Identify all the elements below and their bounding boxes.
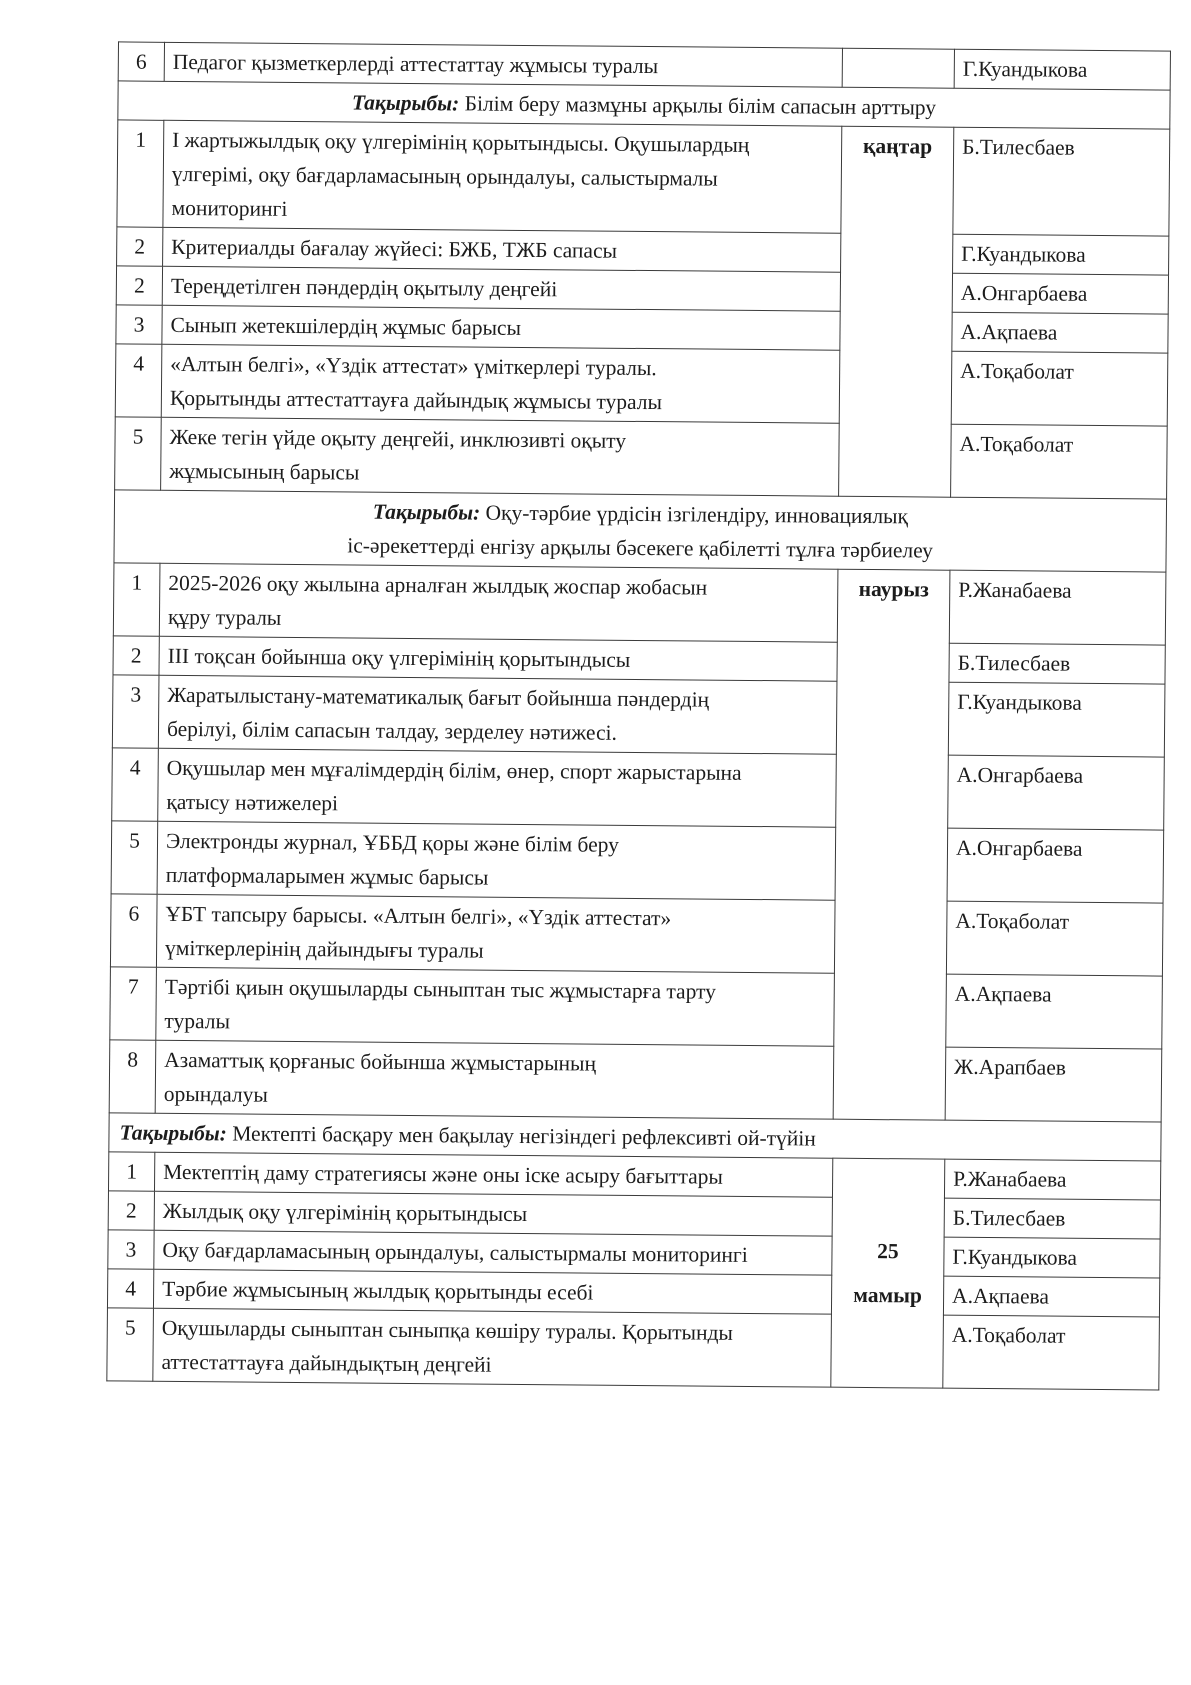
- row-topic: [153, 1269, 831, 1314]
- section-date: қаңтар: [839, 126, 954, 497]
- row-topic-line: аттестаттауға дайындықтың деңгейі: [161, 1349, 492, 1377]
- table-row: [113, 563, 1166, 645]
- row-number: 2: [108, 1191, 154, 1230]
- row-topic: [154, 1152, 832, 1197]
- row-topic-line: Тереңдетілген пәндердің оқытылу деңгейі: [170, 273, 558, 302]
- row-responsible: Г.Куандыкова: [948, 682, 1165, 757]
- table-row: [112, 675, 1165, 757]
- row-responsible: А.Онгарбаева: [947, 828, 1164, 903]
- row-topic-line: «Алтын белгі», «Үздік аттестат» үміткерлері туралы.: [170, 351, 657, 381]
- row-topic: [162, 266, 840, 311]
- row-topic: [155, 1040, 834, 1119]
- row-number: 6: [110, 894, 157, 967]
- row-responsible: А.Тоқаболат: [943, 1315, 1160, 1390]
- row-topic-line: Жеке тегін үйде оқыту деңгейі, инклюзивті оқыту: [169, 424, 627, 453]
- row-number: 2: [116, 266, 162, 305]
- table-row: [115, 417, 1168, 499]
- row-number: 4: [107, 1269, 153, 1308]
- section-title-line: іс-әрекеттерді енгізу арқылы бәсекеге қабілетті тұлға тәрбиелеу: [347, 533, 934, 563]
- row-responsible: А.Тоқаболат: [951, 351, 1168, 426]
- row-topic-line: жұмысының барысы: [169, 458, 360, 485]
- row-topic-line: қатысу нәтижелері: [166, 789, 339, 816]
- row-responsible: А.Онгарбаева: [952, 273, 1168, 314]
- row-number: 1: [117, 120, 164, 227]
- row-responsible: Б.Тилесбаев: [949, 643, 1165, 684]
- row-topic-line: орындалуы: [163, 1081, 268, 1107]
- row-responsible: Р.Жанабаева: [949, 570, 1166, 645]
- row-topic-line: Жылдық оқу үлгерімінің қорытындысы: [162, 1198, 528, 1227]
- row-topic-line: 2025-2026 оқу жылына арналған жылдық жоспар жобасын: [168, 570, 708, 600]
- row-number: 1: [108, 1152, 154, 1191]
- row-responsible: Р.Жанабаева: [944, 1159, 1160, 1200]
- row-topic: [154, 1191, 832, 1236]
- row-topic: [162, 305, 840, 350]
- row-responsible: А.Ақпаева: [946, 974, 1163, 1049]
- section-date-line: мамыр: [853, 1282, 923, 1308]
- row-topic: [161, 344, 840, 423]
- row-topic: [154, 1230, 832, 1275]
- section-date: наурыз: [833, 569, 950, 1120]
- row-topic-line: ІІІ тоқсан бойынша оқу үлгерімінің қорытындысы: [167, 643, 631, 672]
- table-row: [107, 1308, 1160, 1390]
- table-row: [117, 120, 1170, 236]
- row-topic-line: туралы: [164, 1008, 231, 1034]
- row-number: 2: [117, 227, 163, 266]
- section-title: [114, 490, 1167, 572]
- row-responsible: А.Ақпаева: [943, 1276, 1159, 1317]
- row-number: 1: [113, 563, 160, 636]
- row-topic-line: Сынып жетекшілердің жұмыс барысы: [170, 312, 522, 340]
- row-topic-line: үміткерлерінің дайындығы туралы: [165, 935, 484, 963]
- row-topic-line: Қорытынды аттестаттауға дайындық жұмысы туралы: [169, 385, 663, 415]
- row-number: 8: [109, 1040, 156, 1113]
- section-label: Тақырыбы:: [119, 1120, 228, 1146]
- row-topic: [159, 563, 838, 642]
- row-topic-line: Азаматтық қорғаныс бойынша жұмыстарының: [164, 1047, 597, 1076]
- row-responsible: А.Тоқаболат: [946, 901, 1163, 976]
- section-header-row: [114, 490, 1167, 572]
- section-title-line: Мектепті басқару мен бақылау негізіндегі рефлексивті ой-түйін: [232, 1121, 816, 1151]
- table-row: [110, 967, 1163, 1049]
- section-title-line: Оқу-тәрбие үрдісін ізгілендіру, инновациялық: [485, 500, 909, 529]
- row-topic-line: Тәртібі қиын оқушыларды сыныптан тыс жұмыстарға тарту: [164, 974, 717, 1004]
- row-topic: [158, 748, 837, 827]
- row-topic: [156, 894, 835, 973]
- row-topic: [163, 227, 841, 272]
- row-responsible: А.Онгарбаева: [948, 755, 1165, 830]
- row-topic-line: берілуі, білім сапасын талдау, зерделеу нәтижесі.: [166, 716, 618, 745]
- row-number: 3: [116, 305, 162, 344]
- row-responsible: Г.Куандыкова: [953, 234, 1169, 275]
- row-date: [842, 48, 954, 88]
- row-topic: [156, 967, 835, 1046]
- row-number: 5: [115, 417, 162, 490]
- section-date-line: 25: [877, 1239, 899, 1264]
- plan-table: [106, 41, 1171, 1390]
- table-row: [112, 748, 1165, 830]
- row-topic: [159, 636, 837, 681]
- section-date: [831, 1158, 945, 1388]
- row-topic-line: Жаратылыстану-математикалық бағыт бойынша пәндердің: [167, 682, 710, 712]
- row-responsible: Б.Тилесбаев: [944, 1198, 1160, 1239]
- row-responsible: Ж.Арапбаев: [945, 1047, 1162, 1122]
- row-topic-line: Мектептің даму стратегиясы және оны іске асыру бағыттары: [163, 1159, 724, 1189]
- table-row: [115, 344, 1168, 426]
- row-number: 7: [110, 967, 157, 1040]
- row-number: 5: [111, 821, 158, 894]
- row-topic: [163, 120, 842, 233]
- table-row: [111, 821, 1164, 903]
- row-topic-line: Тәрбие жұмысының жылдық қорытынды есебі: [162, 1276, 594, 1305]
- row-topic-line: Оқушыларды сыныптан сыныпқа көшіру туралы. Қорытынды: [161, 1315, 734, 1345]
- row-topic-line: Критериалды бағалау жүйесі: БЖБ, ТЖБ сапасы: [171, 234, 618, 263]
- section-title-line: Білім беру мазмұны арқылы білім сапасын арттыру: [464, 91, 937, 120]
- row-topic: [161, 417, 840, 496]
- row-topic-line: ҰБТ тапсыру барысы. «Алтын белгі», «Үздік аттестат»: [165, 901, 672, 931]
- row-number: 4: [115, 344, 162, 417]
- row-number: 6: [118, 42, 164, 81]
- plan-page: [106, 41, 1170, 1390]
- table-row: [109, 1040, 1162, 1122]
- row-topic-line: Электронды журнал, ҰББД қоры және білім беру: [165, 828, 620, 857]
- row-number: 5: [107, 1308, 154, 1381]
- row-responsible: А.Тоқаболат: [951, 424, 1168, 499]
- row-topic-line: құру туралы: [167, 604, 282, 630]
- row-responsible: Б.Тилесбаев: [953, 127, 1170, 236]
- row-topic: [153, 1308, 832, 1387]
- row-number: 3: [108, 1230, 154, 1269]
- table-row: [110, 894, 1163, 976]
- row-number: 4: [112, 748, 159, 821]
- row-topic: [158, 675, 837, 754]
- row-topic-line: Оқу бағдарламасының орындалуы, салыстырмалы мониторингі: [162, 1237, 748, 1267]
- row-topic: Педагог қызметкерлерді аттестаттау жұмысы туралы: [164, 42, 842, 87]
- row-topic: [157, 821, 836, 900]
- row-responsible: Г.Куандыкова: [954, 49, 1170, 90]
- row-topic-line: платформаларымен жұмыс барысы: [165, 862, 489, 890]
- row-topic-line: үлгерімі, оқу бағдарламасының орындалуы, салыстырмалы: [171, 161, 718, 191]
- row-responsible: Г.Куандыкова: [944, 1237, 1160, 1278]
- row-number: 2: [113, 636, 159, 675]
- row-number: 3: [112, 675, 159, 748]
- row-topic-line: мониторингі: [171, 195, 288, 221]
- row-topic-line: Оқушылар мен мұғалімдердің білім, өнер, спорт жарыстарына: [166, 755, 742, 785]
- row-topic-line: І жартыжылдық оқу үлгерімінің қорытындысы. Оқушылардың: [172, 127, 750, 157]
- section-label: Тақырыбы:: [351, 90, 460, 116]
- row-responsible: А.Ақпаева: [952, 312, 1168, 353]
- section-label: Тақырыбы:: [372, 499, 481, 525]
